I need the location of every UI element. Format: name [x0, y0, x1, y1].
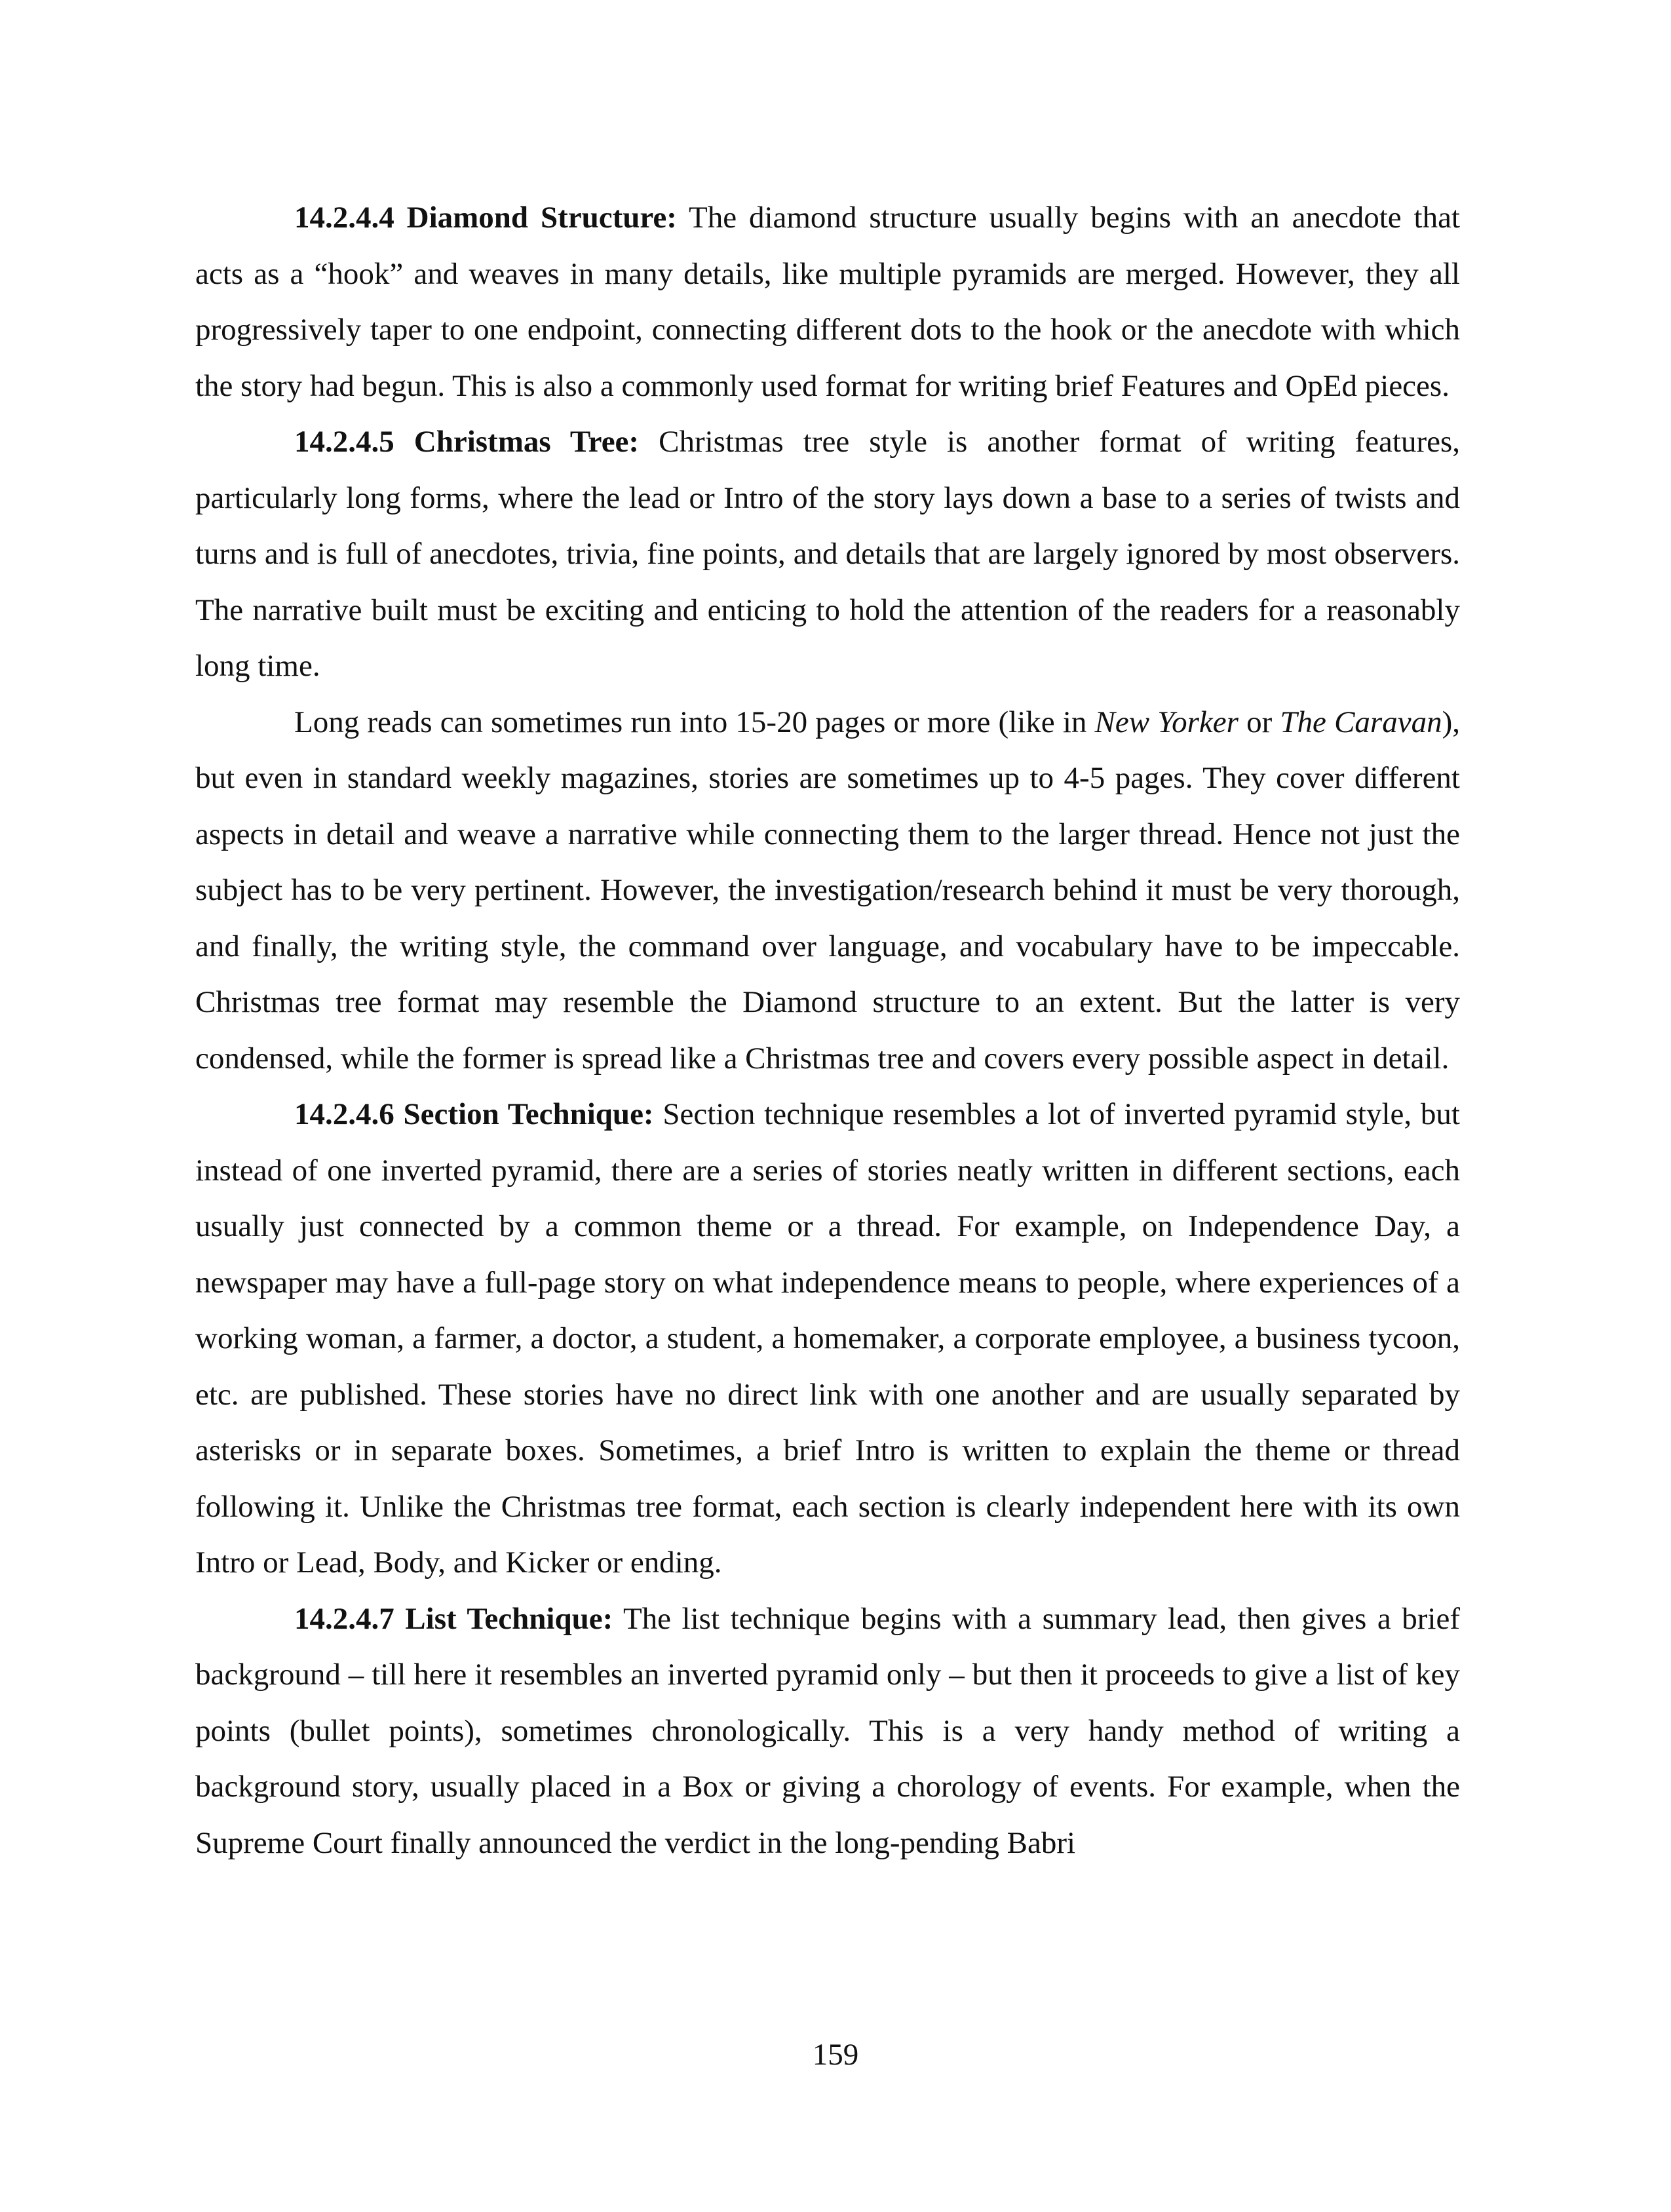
- paragraph-text: The diamond structure usually begins with an anecdote that acts as a “hook” and weaves in many details, like multiple pyramids are merged. However, they all progressively taper to one endpoint, connecting different dots to the hook or the anecdote with which the story had begun. This is also a commonly used format for writing brief Features and OpEd pieces.: [195, 201, 1460, 403]
- paragraph-christmas-tree: [195, 414, 1460, 695]
- section-heading: 14.2.4.5 Christmas Tree:: [294, 425, 640, 459]
- page-number: 159: [812, 2038, 859, 2072]
- paragraph-list-technique: [195, 1591, 1460, 1872]
- section-heading: 14.2.4.4 Diamond Structure:: [294, 201, 677, 235]
- paragraph-text: Section technique resembles a lot of inverted pyramid style, but instead of one inverted pyramid, there are a series of stories neatly written in different sections, each usually just connected by a common theme or a thread. For example, on Independence Day, a newspaper may have a full-page story on what independence means to people, where experiences of a working woman, a farmer, a doctor, a student, a homemaker, a corporate employee, a business tycoon, etc. are published. These stories have no direct link with one another and are usually separated by asterisks or in separate boxes. Sometimes, a brief Intro is written to explain the theme or thread following it. Unlike the Christmas tree format, each section is clearly independent here with its own Intro or Lead, Body, and Kicker or ending.: [195, 1097, 1460, 1580]
- paragraph-section-technique: [195, 1087, 1460, 1591]
- paragraph-text: The list technique begins with a summary lead, then gives a brief background – till here it resembles an inverted pyramid only – but then it proceeds to give a list of key points (bullet points), sometimes chronologically. This is a very handy method of writing a background story, usually placed in a Box or giving a chorology of events. For example, when the Supreme Court finally announced the verdict in the long-pending Babri: [195, 1601, 1460, 1860]
- body-text: [195, 190, 1460, 1871]
- publication-title: The Caravan: [1280, 705, 1442, 739]
- paragraph-text: or: [1238, 705, 1280, 739]
- section-heading: 14.2.4.6 Section Technique:: [294, 1097, 654, 1131]
- section-heading: 14.2.4.7 List Technique:: [294, 1601, 613, 1636]
- paragraph-text: ), but even in standard weekly magazines, stories are sometimes up to 4-5 pages. They cover different aspects in detail and weave a narrative while connecting them to the larger thread. Hence not just the subject has to be very pertinent. However, the investigation/research behind it must be very thorough, and finally, the writing style, the command over language, and vocabulary have to be impeccable. Christmas tree format may resemble the Diamond structure to an extent. But the latter is very condensed, while the former is spread like a Christmas tree and covers every possible aspect in detail.: [195, 705, 1460, 1076]
- paragraph-text: Long reads can sometimes run into 15-20 pages or more (like in: [294, 705, 1095, 739]
- paragraph-diamond-structure: [195, 190, 1460, 414]
- publication-title: New Yorker: [1094, 705, 1239, 739]
- paragraph-text: Christmas tree style is another format of writing features, particularly long forms, where the lead or Intro of the story lays down a base to a series of twists and turns and is full of anecdotes, trivia, fine points, and details that are largely ignored by most observers. The narrative built must be exciting and enticing to hold the attention of the readers for a reasonably long time.: [195, 425, 1461, 683]
- paragraph-long-reads: [195, 695, 1460, 1087]
